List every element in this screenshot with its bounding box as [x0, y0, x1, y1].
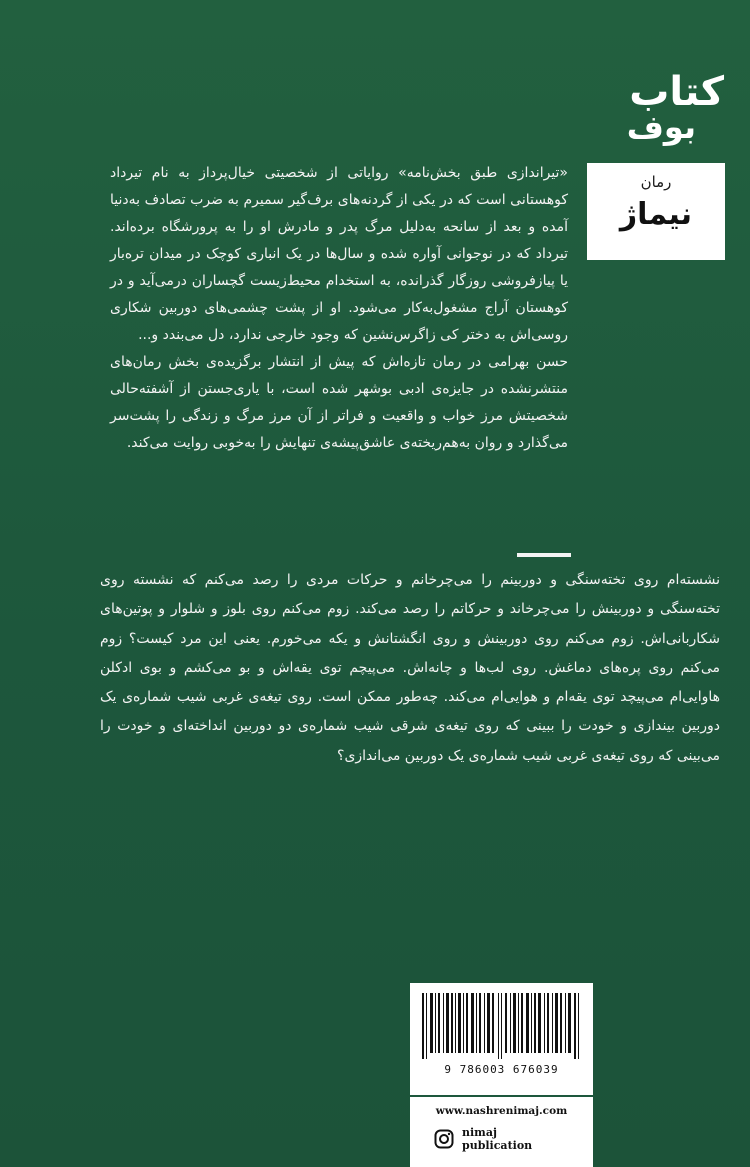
- synopsis-paragraph-1: «تیراندازی طبق بخش‌نامه» روایاتی از شخصیتی خیال‌پرداز به نام تیرداد کوهستانی است که در یکی از گردنه‌های برف‌گیر سمیرم به ضرب تصادف به‌دنیا آمده و بعد از سانحه به‌دلیل مرگ پدر و مادرش او را به پرورشگاه برده‌اند. تیرداد که در نوجوانی آواره شده و سال‌ها در یک انباری کوچک در میدان تره‌بار یا پیازفروشی روزگار گذرانده، به استخدام محیط‌زیست گچساران درمی‌آید و در کوهستان آراج مشغول‌به‌کار می‌شود. او از پشت چشمی‌های دوربین شکاری روسی‌اش به دختر کی زاگرس‌نشین که وجود خارجی ندارد، دل می‌بندد و...: [110, 165, 568, 343]
- social-handle-line1: nimaj: [462, 1126, 497, 1139]
- social-handle: [462, 1126, 532, 1152]
- barcode-panel-divider: [410, 1095, 593, 1097]
- isbn-number: 9 786003 676039: [444, 1063, 559, 1076]
- instagram-icon: [434, 1129, 454, 1149]
- publisher-website: www.nashrenimaj.com: [435, 1105, 568, 1117]
- synopsis-paragraph-2: حسن بهرامی در رمان تازه‌اش که پیش از انتشار برگزیده‌ی بخش رمان‌های منتشرنشده در جایزه‌ی ادبی بوشهر شده است، با یاری‌جستن از آشفته‌حالی شخصیتش مرز خواب و واقعیت و فراتر از آن مرز مرگ و زندگی را پشت‌سر می‌گذارد و روان به‌هم‌ریخته‌ی عاشق‌پیشه‌ی تنهایش را به‌خوبی روایت می‌کند.: [110, 354, 568, 451]
- barcode-panel: [410, 983, 593, 1167]
- genre-label: رمان: [640, 173, 672, 191]
- section-divider: [517, 553, 571, 557]
- publisher-logo-line2: بوف: [626, 108, 696, 146]
- series-label-box: [587, 163, 725, 260]
- barcode-image: [420, 993, 583, 1059]
- publisher-logo-line1: کتاب: [629, 69, 724, 115]
- book-excerpt: نشسته‌ام روی تخته‌سنگی و دوربینم را می‌چرخانم و حرکات مردی را رصد می‌کنم که نشسته روی تخته‌سنگی و دوربینش را می‌چرخاند و حرکاتم را رصد می‌کند. زوم می‌کنم روی بلوز و شلوار و پوتین‌های شکاربانی‌اش. زوم می‌کنم روی دوربینش و روی انگشتانش و یکه می‌خورم. یعنی این مرد کیست؟ زوم می‌کنم روی پره‌های دماغش. روی لب‌ها و چانه‌اش. می‌پیچم توی یقه‌اش و بو می‌کشم و بوی ادکلن هاوایی‌ام می‌پیچد توی یقه‌ام و هوایی‌ام می‌کند. چه‌طور ممکن است. روی تیغه‌ی غربی شیب شماره‌ی یک دوربین بیندازی و خودت را ببینی که روی تیغه‌ی شرقی شیب شماره‌ی دو دوربین انداخته‌ای و خودت را می‌بینی که روی تیغه‌ی غربی شیب شماره‌ی یک دوربین می‌اندازی؟: [100, 572, 720, 764]
- social-handle-line2: publication: [462, 1139, 533, 1152]
- series-logo: نیماژ: [619, 197, 693, 232]
- synopsis: [110, 160, 568, 457]
- publisher-logo: [592, 69, 724, 146]
